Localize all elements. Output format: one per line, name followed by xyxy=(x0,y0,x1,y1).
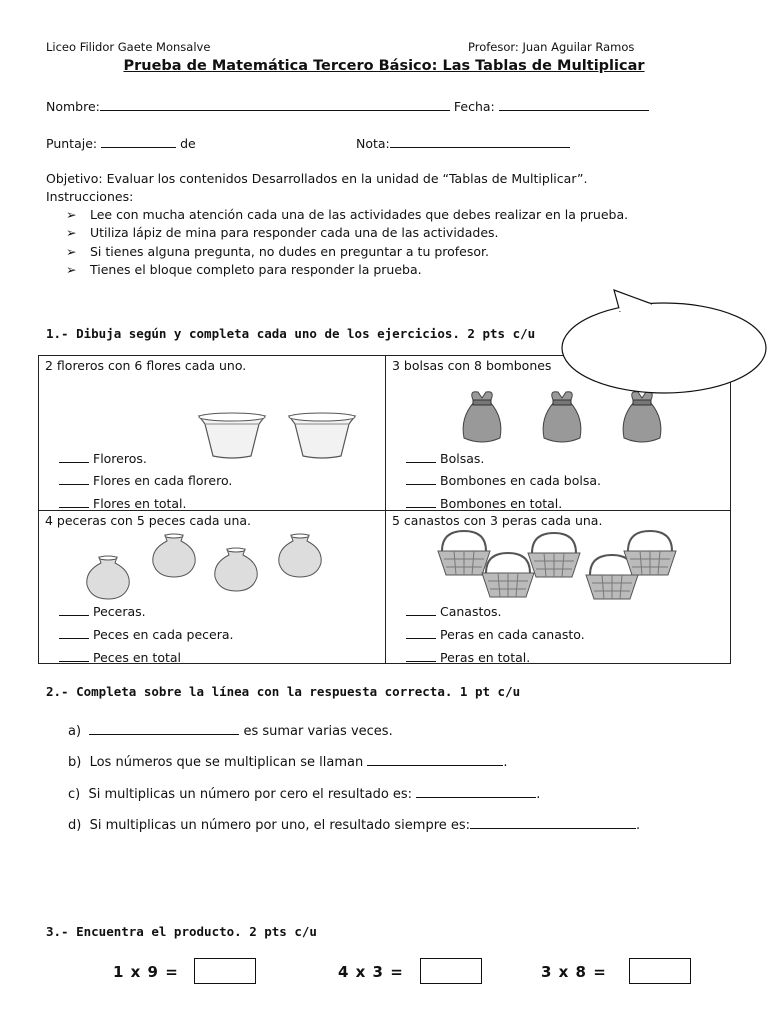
cell-floreros: 2 floreros con 6 flores cada uno. Floreros. Flores en cada florero. Flores en total. xyxy=(39,356,385,510)
question-c[interactable]: c) Si multiplicas un número por cero el resultado es: . xyxy=(68,784,540,802)
answer-line[interactable]: Peceras. xyxy=(59,603,146,619)
school-name: Liceo Filidor Gaete Monsalve xyxy=(46,40,211,54)
answer-line[interactable]: Peras en cada canasto. xyxy=(406,626,585,642)
teacher-name: Profesor: Juan Aguilar Ramos xyxy=(468,40,635,54)
section1-title: 1.- Dibuja según y completa cada uno de los ejercicios. 2 pts c/u xyxy=(46,326,536,341)
answer-box-3[interactable] xyxy=(629,958,691,984)
fecha-label: Fecha: xyxy=(453,99,495,114)
list-item: ➢ Utiliza lápiz de mina para responder cada una de las actividades. xyxy=(66,224,628,242)
arrow-bullet-icon: ➢ xyxy=(66,207,77,222)
list-item: ➢ Si tienes alguna pregunta, no dudes en preguntar a tu profesor. xyxy=(66,243,628,261)
answer-box-1[interactable] xyxy=(194,958,256,984)
answer-line[interactable]: Bombones en total. xyxy=(406,495,562,511)
basket-icon xyxy=(526,531,582,581)
fishbowl-icon xyxy=(149,533,199,579)
cell-bolsas: 3 bolsas con 8 bombones Bolsas. Bombones en cada bolsa. Bombones en total. xyxy=(386,356,732,510)
answer-line[interactable]: Peras en total. xyxy=(406,649,530,665)
puntaje-field[interactable] xyxy=(46,134,196,151)
vase-icon xyxy=(287,412,357,460)
objective: Objetivo: Evaluar los contenidos Desarrollados en la unidad de “Tablas de Multiplicar”. xyxy=(46,171,588,186)
answer-line[interactable]: Floreros. xyxy=(59,450,147,466)
cell-canastos: 5 canastos con 3 peras cada una. Canastos. Peras en cada canasto. Peras en total. xyxy=(386,511,732,665)
nota-field[interactable] xyxy=(356,134,570,151)
speech-bubble-icon xyxy=(560,288,768,396)
exercise-grid xyxy=(38,355,731,664)
puntaje-label: Puntaje: xyxy=(46,136,98,151)
answer-line[interactable]: Peces en cada pecera. xyxy=(59,626,233,642)
fishbowl-icon xyxy=(83,555,133,601)
fishbowl-icon xyxy=(211,547,261,593)
answer-line[interactable]: Flores en cada florero. xyxy=(59,472,232,488)
product-problem-3: 3 x 8 = xyxy=(541,963,607,981)
answer-line[interactable]: Bombones en cada bolsa. xyxy=(406,472,601,488)
fishbowl-icon xyxy=(275,533,325,579)
nombre-label: Nombre: xyxy=(46,99,100,114)
bag-icon xyxy=(618,388,666,446)
page-title: Prueba de Matemática Tercero Básico: Las Tablas de Multiplicar xyxy=(123,58,645,74)
section3-title: 3.- Encuentra el producto. 2 pts c/u xyxy=(46,924,317,939)
bag-icon xyxy=(458,388,506,446)
instructions-label: Instrucciones: xyxy=(46,189,134,204)
nota-label: Nota: xyxy=(356,136,390,151)
instructions-list xyxy=(66,206,628,279)
list-item: ➢ Lee con mucha atención cada una de las actividades que debes realizar en la prueba. xyxy=(66,206,628,224)
answer-line[interactable]: Canastos. xyxy=(406,603,502,619)
question-b[interactable]: b) Los números que se multiplican se llaman . xyxy=(68,752,507,770)
question-a[interactable]: a) es sumar varias veces. xyxy=(68,721,393,739)
answer-box-2[interactable] xyxy=(420,958,482,984)
arrow-bullet-icon: ➢ xyxy=(66,243,77,259)
arrow-bullet-icon: ➢ xyxy=(66,225,77,241)
nombre-field[interactable] xyxy=(46,97,649,114)
product-problem-1: 1 x 9 = xyxy=(113,963,179,981)
basket-icon xyxy=(622,529,678,579)
list-item: ➢ Tienes el bloque completo para responder la prueba. xyxy=(66,261,628,279)
bag-icon xyxy=(538,388,586,446)
cell-peceras: 4 peceras con 5 peces cada una. Peceras. Peces en cada pecera. Peces en total xyxy=(39,511,385,665)
section2-title: 2.- Completa sobre la línea con la respuesta correcta. 1 pt c/u xyxy=(46,684,521,699)
answer-line[interactable]: Flores en total. xyxy=(59,495,187,511)
product-problem-2: 4 x 3 = xyxy=(338,963,404,981)
answer-line[interactable]: Peces en total xyxy=(59,649,181,665)
question-d[interactable]: d) Si multiplicas un número por uno, el resultado siempre es: . xyxy=(68,815,640,833)
vase-icon xyxy=(197,412,267,460)
arrow-bullet-icon: ➢ xyxy=(66,261,77,277)
de-label: de xyxy=(180,136,196,151)
answer-line[interactable]: Bolsas. xyxy=(406,450,484,466)
